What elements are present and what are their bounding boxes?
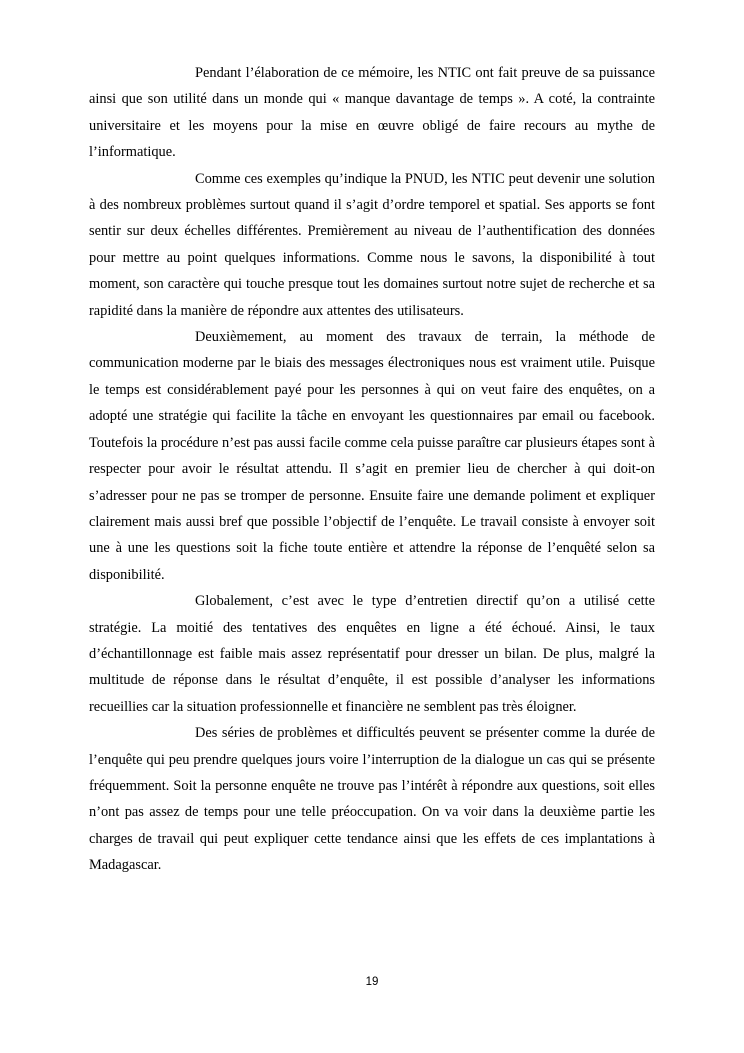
paragraph-2: Comme ces exemples qu’indique la PNUD, les NTIC peut devenir une solution à des nombreux problèmes surtout quand il s’agit d’ordre temporel et spatial. Ses apports se font sentir sur deux échelles différentes. Premièrement au niveau de l’authentification des données pour mettre au point quelques informations. Comme nous le savons, la disponibilité à tout moment, son caractère qui touche presque tout les domaines surtout notre sujet de recherche et sa rapidité dans la manière de répondre aux attentes des utilisateurs. <box>89 170 655 319</box>
paragraph-1: Pendant l’élaboration de ce mémoire, les NTIC ont fait preuve de sa puissance ainsi que son utilité dans un monde qui « manque davantage de temps ». A coté, la contrainte universitaire et les moyens pour la mise en œuvre obligé de faire recours au mythe de l’informatique. <box>89 65 655 161</box>
paragraph-5: Des séries de problèmes et difficultés peuvent se présenter comme la durée de l’enquête qui peu prendre quelques jours voire l’interruption de la dialogue un cas qui se présente fréquemment. Soit la personne enquête ne trouve pas l’intérêt à répondre aux questions, soit elles n’ont pas assez de temps pour une telle préoccupation. On va voir dans la deuxième partie les charges de travail qui peut expliquer cette tendance ainsi que les effets de ces implantations à Madagascar. <box>89 725 655 874</box>
body-text <box>89 60 655 879</box>
paragraph-4: Globalement, c’est avec le type d’entretien directif qu’on a utilisé cette stratégie. La moitié des tentatives des enquêtes en ligne a été échoué. Ainsi, le taux d’échantillonnage est faible mais assez représentatif pour dresser un bilan. De plus, malgré la multitude de réponse dans le résultat d’enquête, il est possible d’analyser les informations recueillies car la situation professionnelle et financière ne semblent pas très éloigner. <box>89 593 655 715</box>
paragraph-3: Deuxièmement, au moment des travaux de terrain, la méthode de communication moderne par le biais des messages électroniques nous est vraiment utile. Puisque le temps est considérablement payé pour les personnes à qui on veut faire des enquêtes, on a adopté une stratégie qui facilite la tâche en envoyant les questionnaires par email ou facebook. Toutefois la procédure n’est pas aussi facile comme cela puisse paraître car plusieurs étapes sont à respecter pour avoir le résultat attendu. Il s’agit en premier lieu de chercher à qui doit-on s’adresser pour ne pas se tromper de personne. Ensuite faire une demande poliment et expliquer clairement mais aussi bref que possible l’objectif de l’enquête. Le travail consiste à envoyer soit une à une les questions soit la fiche toute entière et attendre la réponse de l’enquêté selon sa disponibilité. <box>89 329 655 583</box>
page-number: 19 <box>365 976 379 988</box>
